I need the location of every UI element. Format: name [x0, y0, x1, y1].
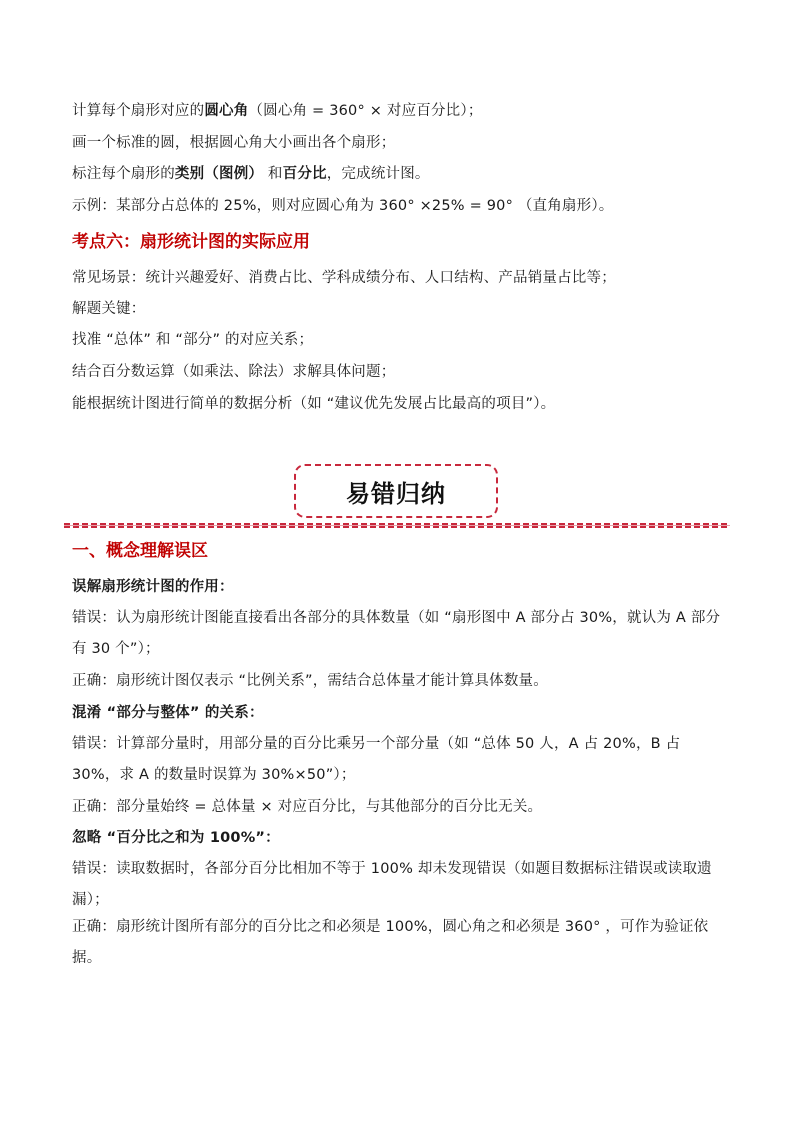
step-central-angle	[72, 101, 732, 121]
banner-title: 易错归纳	[346, 478, 446, 508]
mistake1-title: 误解扇形统计图的作用：	[72, 579, 234, 595]
mistake1-right: 正确：扇形统计图仅表示 “比例关系”，需结合总体量才能计算具体数量。	[72, 673, 548, 689]
mistake2-wrong: 错误：计算部分量时，用部分量的百分比乘另一个部分量（如 “总体 50 人，A 占 20%，B 占 30%，求 A 的数量时误算为 30%×50”）；	[72, 736, 681, 783]
common-scenes: 常见场景：统计兴趣爱好、消费占比、学科成绩分布、人口结构、产品销量占比等；	[72, 270, 616, 286]
step-draw-circle: 画一个标准的圆，根据圆心角大小画出各个扇形；	[72, 135, 396, 151]
section1-heading: 一、概念理解误区	[72, 541, 208, 561]
key-point-2: 结合百分数运算（如乘法、除法）求解具体问题；	[72, 364, 396, 380]
step-label-sectors	[72, 164, 732, 184]
error-summary-banner	[294, 464, 498, 518]
mistake3-wrong: 错误：读取数据时，各部分百分比相加不等于 100% 却未发现错误（如题目数据标注错误或读取遗漏）；	[72, 861, 712, 908]
term-central-angle: 圆心角	[204, 103, 249, 119]
mistake3-right: 正确：扇形统计图所有部分的百分比之和必须是 100%，圆心角之和必须是 360° ，可作为验证依据。	[72, 919, 709, 966]
term-category-legend: 类别（图例）	[174, 166, 264, 182]
key-point-1: 找准 “总体” 和 “部分” 的对应关系；	[72, 332, 314, 348]
section-divider	[64, 523, 730, 528]
mistake2-title: 混淆 “部分与整体” 的关系：	[72, 705, 264, 721]
example-line: 示例：某部分占总体的 25%，则对应圆心角为 360° ×25% = 90° （直角扇形）。	[72, 198, 614, 214]
step-label-post: ，完成统计图。	[326, 166, 430, 182]
step-central-angle-post: （圆心角 = 360° × 对应百分比）；	[248, 103, 483, 119]
key-points-label: 解题关键：	[72, 301, 146, 317]
mistake2-right: 正确：部分量始终 = 总体量 × 对应百分比，与其他部分的百分比无关。	[72, 799, 543, 815]
mistake3-title: 忽略 “百分比之和为 100%”：	[72, 830, 280, 846]
step-central-angle-pre: 计算每个扇形对应的	[72, 103, 205, 119]
step-label-pre: 标注每个扇形的	[72, 166, 175, 182]
key-point-3: 能根据统计图进行简单的数据分析（如 “建议优先发展占比最高的项目”）。	[72, 396, 556, 412]
kaodian6-heading: 考点六：扇形统计图的实际应用	[72, 232, 310, 252]
mistake1-wrong: 错误：认为扇形统计图能直接看出各部分的具体数量（如 “扇形图中 A 部分占 30%，就认为 A 部分有 30 个”）；	[72, 610, 721, 657]
step-label-mid: 和	[263, 166, 283, 182]
term-percentage: 百分比	[282, 166, 327, 182]
